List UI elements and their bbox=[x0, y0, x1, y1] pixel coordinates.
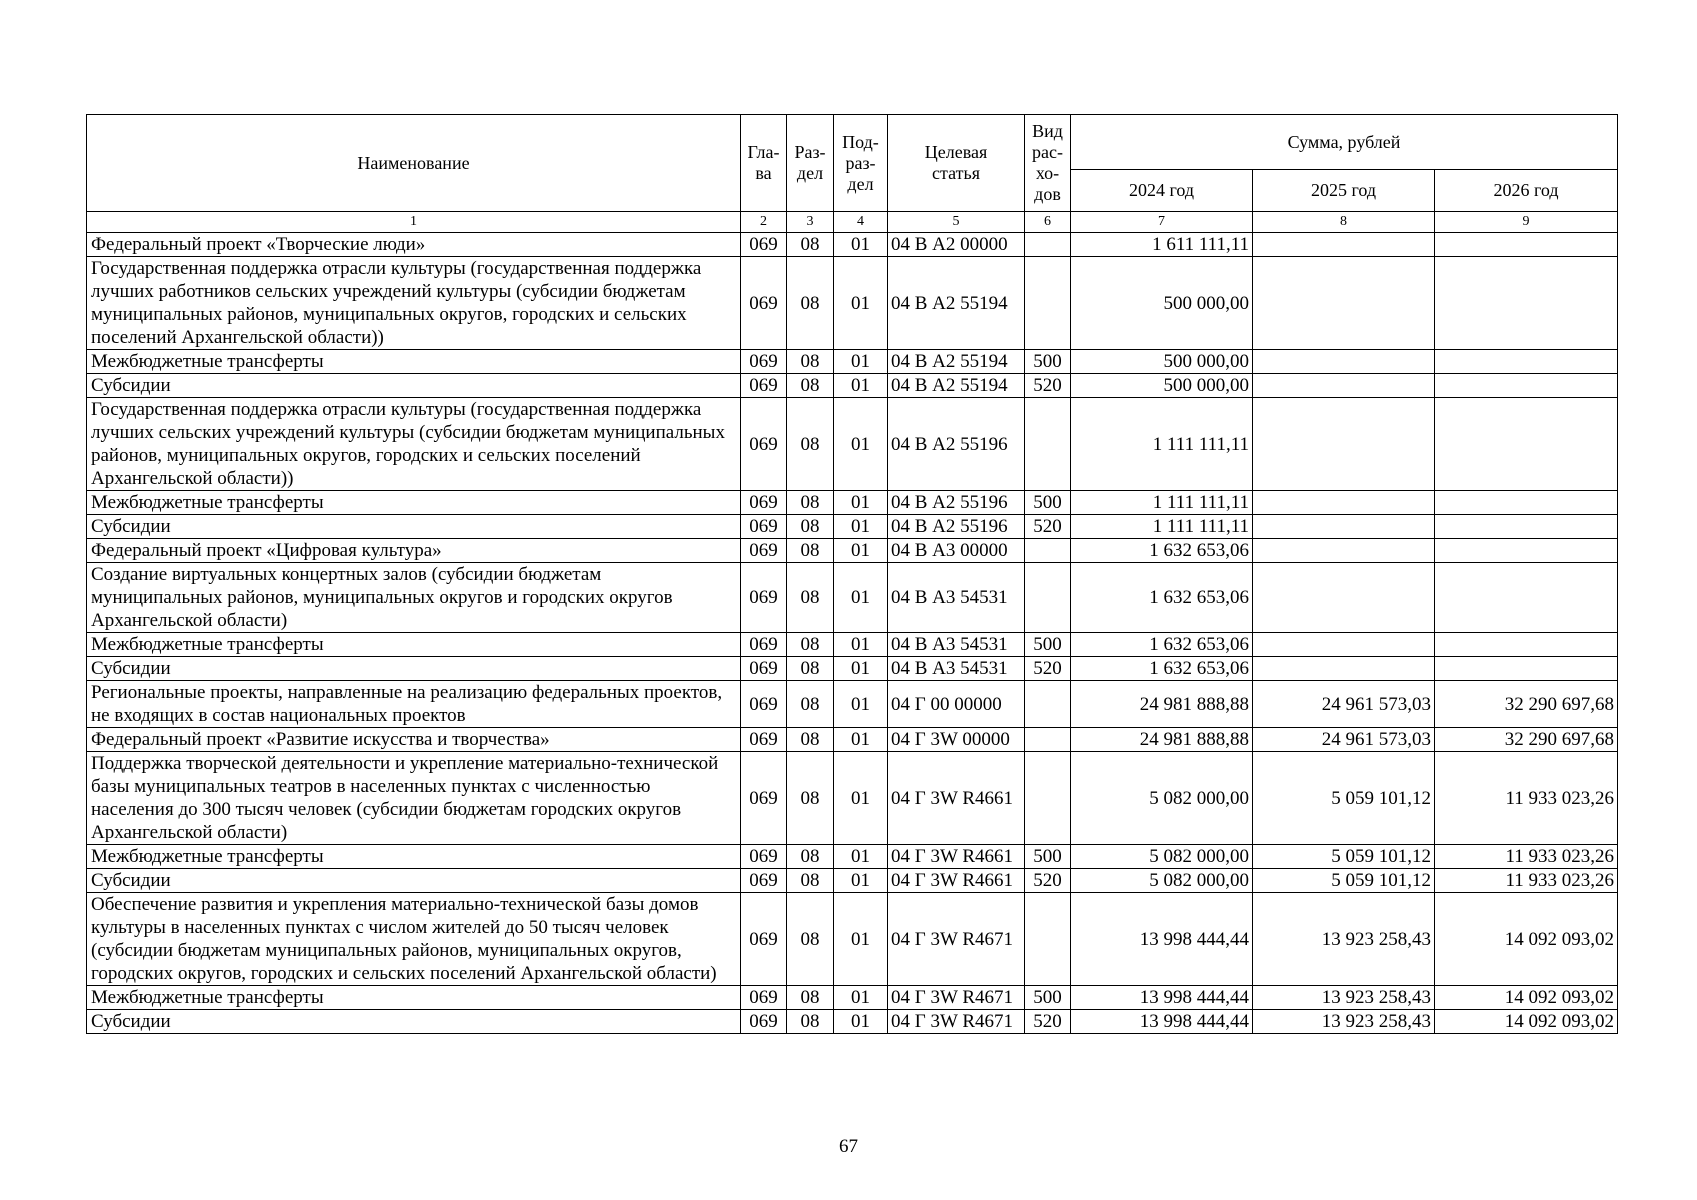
header-expense-type: Вид рас- хо- дов bbox=[1025, 115, 1071, 212]
row-target-article: 04 В А2 55194 bbox=[888, 374, 1025, 398]
row-expense-type: 500 bbox=[1025, 986, 1071, 1010]
row-subsection: 01 bbox=[834, 893, 888, 986]
row-amount-2024: 13 998 444,44 bbox=[1071, 893, 1253, 986]
row-target-article: 04 В А2 55196 bbox=[888, 491, 1025, 515]
table-row bbox=[87, 728, 1618, 752]
row-amount-2026: 14 092 093,02 bbox=[1435, 893, 1618, 986]
row-name: Субсидии bbox=[87, 1010, 741, 1034]
row-subsection: 01 bbox=[834, 728, 888, 752]
row-name: Субсидии bbox=[87, 657, 741, 681]
row-expense-type: 520 bbox=[1025, 374, 1071, 398]
row-subsection: 01 bbox=[834, 986, 888, 1010]
row-section: 08 bbox=[787, 398, 834, 491]
row-expense-type bbox=[1025, 563, 1071, 633]
table-body bbox=[87, 233, 1618, 1034]
table-row bbox=[87, 233, 1618, 257]
row-amount-2025: 24 961 573,03 bbox=[1253, 681, 1435, 728]
row-chapter: 069 bbox=[741, 491, 787, 515]
row-expense-type bbox=[1025, 752, 1071, 845]
row-section: 08 bbox=[787, 491, 834, 515]
row-name: Государственная поддержка отрасли культуры (государственная поддержка лучших работников сельских учреждений культуры (субсидии бюджетам муниципальных районов, муниципальных округов, городских и сельских поселений Архангельской области)) bbox=[87, 257, 741, 350]
row-chapter: 069 bbox=[741, 657, 787, 681]
row-amount-2026 bbox=[1435, 563, 1618, 633]
row-target-article: 04 В А2 55196 bbox=[888, 398, 1025, 491]
row-amount-2026: 11 933 023,26 bbox=[1435, 869, 1618, 893]
row-amount-2025: 13 923 258,43 bbox=[1253, 1010, 1435, 1034]
row-amount-2024: 500 000,00 bbox=[1071, 350, 1253, 374]
row-target-article: 04 Г 3W R4671 bbox=[888, 1010, 1025, 1034]
table-row bbox=[87, 398, 1618, 491]
row-target-article: 04 Г 00 00000 bbox=[888, 681, 1025, 728]
table-row bbox=[87, 563, 1618, 633]
column-number: 3 bbox=[787, 212, 834, 233]
header-year-2026: 2026 год bbox=[1435, 170, 1618, 212]
row-subsection: 01 bbox=[834, 1010, 888, 1034]
row-amount-2024: 24 981 888,88 bbox=[1071, 681, 1253, 728]
row-amount-2026: 14 092 093,02 bbox=[1435, 986, 1618, 1010]
header-year-2025: 2025 год bbox=[1253, 170, 1435, 212]
row-chapter: 069 bbox=[741, 563, 787, 633]
row-target-article: 04 Г 3W R4671 bbox=[888, 893, 1025, 986]
row-target-article: 04 В А2 55196 bbox=[888, 515, 1025, 539]
row-section: 08 bbox=[787, 681, 834, 728]
row-expense-type bbox=[1025, 893, 1071, 986]
row-name: Федеральный проект «Развитие искусства и творчества» bbox=[87, 728, 741, 752]
row-name: Субсидии bbox=[87, 869, 741, 893]
table-row bbox=[87, 350, 1618, 374]
row-amount-2026 bbox=[1435, 633, 1618, 657]
row-expense-type: 520 bbox=[1025, 657, 1071, 681]
row-name: Межбюджетные трансферты bbox=[87, 491, 741, 515]
row-chapter: 069 bbox=[741, 633, 787, 657]
row-section: 08 bbox=[787, 633, 834, 657]
row-chapter: 069 bbox=[741, 869, 787, 893]
row-section: 08 bbox=[787, 728, 834, 752]
row-amount-2024: 1 632 653,06 bbox=[1071, 633, 1253, 657]
row-expense-type: 500 bbox=[1025, 633, 1071, 657]
row-amount-2025: 13 923 258,43 bbox=[1253, 893, 1435, 986]
row-amount-2026 bbox=[1435, 257, 1618, 350]
column-number: 4 bbox=[834, 212, 888, 233]
row-target-article: 04 В А3 54531 bbox=[888, 657, 1025, 681]
row-target-article: 04 В А2 55194 bbox=[888, 257, 1025, 350]
row-amount-2025: 24 961 573,03 bbox=[1253, 728, 1435, 752]
row-section: 08 bbox=[787, 233, 834, 257]
row-section: 08 bbox=[787, 986, 834, 1010]
row-amount-2024: 1 111 111,11 bbox=[1071, 491, 1253, 515]
row-amount-2024: 500 000,00 bbox=[1071, 257, 1253, 350]
column-number: 5 bbox=[888, 212, 1025, 233]
column-number: 9 bbox=[1435, 212, 1618, 233]
row-amount-2025 bbox=[1253, 539, 1435, 563]
row-section: 08 bbox=[787, 374, 834, 398]
row-subsection: 01 bbox=[834, 657, 888, 681]
row-chapter: 069 bbox=[741, 233, 787, 257]
table-row bbox=[87, 893, 1618, 986]
table-row bbox=[87, 657, 1618, 681]
row-target-article: 04 В А3 54531 bbox=[888, 563, 1025, 633]
row-section: 08 bbox=[787, 1010, 834, 1034]
header-amount: Сумма, рублей bbox=[1071, 115, 1618, 170]
column-number: 2 bbox=[741, 212, 787, 233]
row-name: Субсидии bbox=[87, 374, 741, 398]
row-section: 08 bbox=[787, 563, 834, 633]
row-name: Межбюджетные трансферты bbox=[87, 986, 741, 1010]
header-name: Наименование bbox=[87, 115, 741, 212]
table-row bbox=[87, 257, 1618, 350]
row-target-article: 04 В А3 54531 bbox=[888, 633, 1025, 657]
row-chapter: 069 bbox=[741, 1010, 787, 1034]
row-amount-2025: 13 923 258,43 bbox=[1253, 986, 1435, 1010]
row-amount-2025 bbox=[1253, 374, 1435, 398]
row-subsection: 01 bbox=[834, 752, 888, 845]
row-chapter: 069 bbox=[741, 539, 787, 563]
row-expense-type: 520 bbox=[1025, 869, 1071, 893]
page-number: 67 bbox=[839, 1136, 858, 1157]
row-target-article: 04 Г 3W R4661 bbox=[888, 752, 1025, 845]
header-year-2024: 2024 год bbox=[1071, 170, 1253, 212]
row-expense-type bbox=[1025, 233, 1071, 257]
row-amount-2025: 5 059 101,12 bbox=[1253, 752, 1435, 845]
row-chapter: 069 bbox=[741, 398, 787, 491]
table-row bbox=[87, 681, 1618, 728]
row-section: 08 bbox=[787, 752, 834, 845]
row-name: Государственная поддержка отрасли культуры (государственная поддержка лучших сельских учреждений культуры (субсидии бюджетам муниципальных районов, муниципальных округов, городских и сельских поселений Архангельской области)) bbox=[87, 398, 741, 491]
row-amount-2025 bbox=[1253, 350, 1435, 374]
row-amount-2026 bbox=[1435, 398, 1618, 491]
row-amount-2024: 24 981 888,88 bbox=[1071, 728, 1253, 752]
row-name: Федеральный проект «Творческие люди» bbox=[87, 233, 741, 257]
row-amount-2024: 5 082 000,00 bbox=[1071, 869, 1253, 893]
row-amount-2024: 13 998 444,44 bbox=[1071, 986, 1253, 1010]
row-name: Межбюджетные трансферты bbox=[87, 633, 741, 657]
row-expense-type: 500 bbox=[1025, 491, 1071, 515]
row-amount-2026 bbox=[1435, 657, 1618, 681]
row-amount-2026 bbox=[1435, 539, 1618, 563]
row-amount-2025 bbox=[1253, 233, 1435, 257]
row-subsection: 01 bbox=[834, 257, 888, 350]
row-amount-2024: 1 632 653,06 bbox=[1071, 539, 1253, 563]
table-row bbox=[87, 515, 1618, 539]
row-section: 08 bbox=[787, 350, 834, 374]
row-target-article: 04 В А2 55194 bbox=[888, 350, 1025, 374]
row-subsection: 01 bbox=[834, 563, 888, 633]
row-subsection: 01 bbox=[834, 633, 888, 657]
row-amount-2024: 1 632 653,06 bbox=[1071, 657, 1253, 681]
header-target-article: Целевая статья bbox=[888, 115, 1025, 212]
table-row bbox=[87, 752, 1618, 845]
row-amount-2025 bbox=[1253, 491, 1435, 515]
row-chapter: 069 bbox=[741, 257, 787, 350]
row-amount-2025 bbox=[1253, 257, 1435, 350]
row-amount-2024: 13 998 444,44 bbox=[1071, 1010, 1253, 1034]
row-name: Субсидии bbox=[87, 515, 741, 539]
row-expense-type bbox=[1025, 539, 1071, 563]
row-name: Создание виртуальных концертных залов (субсидии бюджетам муниципальных районов, муниципальных округов и городских округов Архангельской области) bbox=[87, 563, 741, 633]
column-number: 6 bbox=[1025, 212, 1071, 233]
row-amount-2026: 11 933 023,26 bbox=[1435, 752, 1618, 845]
row-amount-2024: 500 000,00 bbox=[1071, 374, 1253, 398]
row-name: Межбюджетные трансферты bbox=[87, 350, 741, 374]
row-subsection: 01 bbox=[834, 491, 888, 515]
row-amount-2025 bbox=[1253, 515, 1435, 539]
row-expense-type: 500 bbox=[1025, 350, 1071, 374]
row-target-article: 04 Г 3W R4661 bbox=[888, 845, 1025, 869]
row-amount-2025 bbox=[1253, 633, 1435, 657]
row-expense-type: 520 bbox=[1025, 1010, 1071, 1034]
row-subsection: 01 bbox=[834, 539, 888, 563]
table-row bbox=[87, 986, 1618, 1010]
row-amount-2025 bbox=[1253, 563, 1435, 633]
table-row bbox=[87, 633, 1618, 657]
row-expense-type bbox=[1025, 398, 1071, 491]
row-amount-2024: 5 082 000,00 bbox=[1071, 752, 1253, 845]
row-name: Межбюджетные трансферты bbox=[87, 845, 741, 869]
row-amount-2026: 14 092 093,02 bbox=[1435, 1010, 1618, 1034]
row-subsection: 01 bbox=[834, 845, 888, 869]
row-amount-2026 bbox=[1435, 374, 1618, 398]
row-amount-2024: 5 082 000,00 bbox=[1071, 845, 1253, 869]
header-subsection: Под- раз- дел bbox=[834, 115, 888, 212]
row-name: Обеспечение развития и укрепления материально-технической базы домов культуры в населенных пунктах с числом жителей до 50 тысяч человек (субсидии бюджетам муниципальных районов, муниципальных округов, городских округов, городских и сельских поселений Архангельской области) bbox=[87, 893, 741, 986]
row-amount-2025: 5 059 101,12 bbox=[1253, 845, 1435, 869]
row-name: Поддержка творческой деятельности и укрепление материально-технической базы муниципальных театров в населенных пунктах с численностью населения до 300 тысяч человек (субсидии бюджетам городских округов Архангельской области) bbox=[87, 752, 741, 845]
row-target-article: 04 Г 3W R4671 bbox=[888, 986, 1025, 1010]
header-section: Раз- дел bbox=[787, 115, 834, 212]
row-amount-2026 bbox=[1435, 350, 1618, 374]
row-target-article: 04 В А2 00000 bbox=[888, 233, 1025, 257]
row-section: 08 bbox=[787, 869, 834, 893]
column-number: 7 bbox=[1071, 212, 1253, 233]
row-subsection: 01 bbox=[834, 350, 888, 374]
row-section: 08 bbox=[787, 657, 834, 681]
row-section: 08 bbox=[787, 845, 834, 869]
row-chapter: 069 bbox=[741, 752, 787, 845]
table-row bbox=[87, 845, 1618, 869]
column-number: 8 bbox=[1253, 212, 1435, 233]
row-amount-2026: 11 933 023,26 bbox=[1435, 845, 1618, 869]
row-target-article: 04 В А3 00000 bbox=[888, 539, 1025, 563]
row-expense-type: 520 bbox=[1025, 515, 1071, 539]
row-subsection: 01 bbox=[834, 869, 888, 893]
row-amount-2025 bbox=[1253, 657, 1435, 681]
row-amount-2026 bbox=[1435, 515, 1618, 539]
row-section: 08 bbox=[787, 515, 834, 539]
row-amount-2026 bbox=[1435, 491, 1618, 515]
row-amount-2025 bbox=[1253, 398, 1435, 491]
row-target-article: 04 Г 3W R4661 bbox=[888, 869, 1025, 893]
row-chapter: 069 bbox=[741, 350, 787, 374]
row-expense-type bbox=[1025, 728, 1071, 752]
row-target-article: 04 Г 3W 00000 bbox=[888, 728, 1025, 752]
row-chapter: 069 bbox=[741, 893, 787, 986]
table-row bbox=[87, 869, 1618, 893]
row-amount-2026: 32 290 697,68 bbox=[1435, 681, 1618, 728]
row-subsection: 01 bbox=[834, 398, 888, 491]
row-chapter: 069 bbox=[741, 681, 787, 728]
row-amount-2026 bbox=[1435, 233, 1618, 257]
row-chapter: 069 bbox=[741, 845, 787, 869]
row-section: 08 bbox=[787, 539, 834, 563]
row-expense-type bbox=[1025, 681, 1071, 728]
row-subsection: 01 bbox=[834, 681, 888, 728]
row-subsection: 01 bbox=[834, 515, 888, 539]
row-chapter: 069 bbox=[741, 986, 787, 1010]
row-expense-type bbox=[1025, 257, 1071, 350]
budget-table bbox=[86, 114, 1618, 1034]
row-expense-type: 500 bbox=[1025, 845, 1071, 869]
row-name: Региональные проекты, направленные на реализацию федеральных проектов, не входящих в состав национальных проектов bbox=[87, 681, 741, 728]
row-amount-2024: 1 111 111,11 bbox=[1071, 398, 1253, 491]
row-chapter: 069 bbox=[741, 515, 787, 539]
row-amount-2024: 1 111 111,11 bbox=[1071, 515, 1253, 539]
row-chapter: 069 bbox=[741, 728, 787, 752]
table-row bbox=[87, 374, 1618, 398]
header-chapter: Гла- ва bbox=[741, 115, 787, 212]
row-section: 08 bbox=[787, 257, 834, 350]
row-amount-2024: 1 632 653,06 bbox=[1071, 563, 1253, 633]
row-subsection: 01 bbox=[834, 374, 888, 398]
row-chapter: 069 bbox=[741, 374, 787, 398]
table-row bbox=[87, 539, 1618, 563]
row-amount-2024: 1 611 111,11 bbox=[1071, 233, 1253, 257]
row-section: 08 bbox=[787, 893, 834, 986]
table-row bbox=[87, 1010, 1618, 1034]
row-subsection: 01 bbox=[834, 233, 888, 257]
row-amount-2025: 5 059 101,12 bbox=[1253, 869, 1435, 893]
table-row bbox=[87, 491, 1618, 515]
row-name: Федеральный проект «Цифровая культура» bbox=[87, 539, 741, 563]
column-number: 1 bbox=[87, 212, 741, 233]
row-amount-2026: 32 290 697,68 bbox=[1435, 728, 1618, 752]
